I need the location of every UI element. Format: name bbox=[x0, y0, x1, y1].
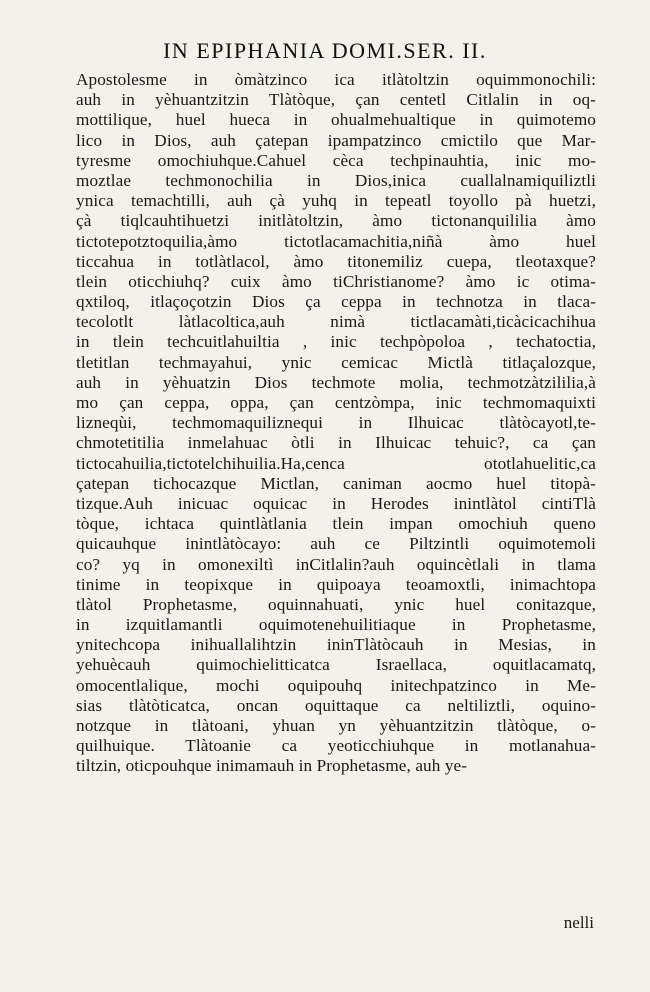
text-line: ticcahua in totlàtlacol, àmo titonemiliz cuepa, tleotaxque? bbox=[76, 251, 596, 271]
text-line: tlàtol Prophetasme, oquinnahuati, ynic huel conitazque, bbox=[76, 594, 596, 614]
text-line: lico in Dios, auh çatepan ipampatzinco cmictilo que Mar- bbox=[76, 130, 596, 150]
text-line: moztlae techmonochilia in Dios,inica cuallalnamiquiliztli bbox=[76, 170, 596, 190]
text-line: auh in yèhuantzitzin Tlàtòque, çan centetl Citlalin in oq- bbox=[76, 90, 596, 110]
text-line: çatepan tichocazque Mictlan, caniman aocmo huel titopà- bbox=[76, 473, 596, 493]
body-text bbox=[76, 70, 596, 777]
text-line: tiltzin, oticpouhque inimamauh in Prophetasme, auh ye- bbox=[76, 756, 468, 776]
text-line: ynitechcopa inihuallalihtzin ininTlàtòcauh in Mesias, in bbox=[76, 635, 596, 655]
text-line: tictocahuilia,tictotelchihuilia.Ha,cenca ototlahuelitic,ca bbox=[76, 453, 596, 473]
text-line: quilhuique. Tlàtoanie ca yeoticchiuhque in motlanahua- bbox=[76, 736, 596, 756]
text-line: tizque.Auh inicuac oquicac in Herodes inintlàtol cintiTlà bbox=[76, 493, 596, 513]
text-line: lizneqùi, techmomaquiliznequi in Ilhuicac tlàtòcayotl,te- bbox=[76, 413, 596, 433]
text-line: tecolotlt làtlacoltica,auh nimà tictlacamàti,ticàcicachihua bbox=[76, 312, 596, 332]
catchword: nelli bbox=[563, 913, 594, 932]
text-line: omocentlalique, mochi oquipouhq initechpatzinco in Me- bbox=[76, 675, 596, 695]
text-line: yehuècauh quimochielitticatca Israellaca, oquitlacamatq, bbox=[76, 655, 596, 675]
text-line: tictotepotztoquilia,àmo tictotlacamachitia,niñà àmo huel bbox=[76, 231, 596, 251]
text-line: Apostolesme in òmàtzinco ica itlàtoltzin oquimmonochili: bbox=[76, 70, 596, 89]
text-line: qxtiloq, itlaçoçotzin Dios ça ceppa in technotza in tlaca- bbox=[76, 292, 596, 312]
text-line: çà tiqlcauhtihuetzi initlàtoltzin, àmo tictonanquililia àmo bbox=[76, 211, 596, 231]
text-line: co? yq in omonexiltì inCitlalin?auh oquincètlali in tlama bbox=[76, 554, 596, 574]
text-line: tyresme omochiuhque.Cahuel cèca techpinauhtia, inic mo- bbox=[76, 150, 596, 170]
text-line: tletitlan techmayahui, ynic cemicac Mictlà titlaçalozque, bbox=[76, 352, 596, 372]
text-line: tlein oticchiuhq? cuix àmo tiChristianome? àmo ic otima- bbox=[76, 271, 596, 291]
running-head: IN EPIPHANIA DOMI.SER. II. bbox=[163, 38, 487, 63]
text-line: mo çan ceppa, oppa, çan centzòmpa, inic techmomaquixti bbox=[76, 393, 596, 412]
text-line: tòque, ichtaca quintlàtlania tlein impan omochiuh queno bbox=[76, 514, 596, 534]
text-line: auh in yèhuatzin Dios techmote molia, techmotzàtzililia,à bbox=[76, 372, 596, 392]
text-line: in tlein techcuitlahuiltia , inic techpòpoloa , techatoctia, bbox=[76, 332, 596, 352]
text-line: tinime in teopixque in quipoaya teoamoxtli, inimachtopa bbox=[76, 574, 596, 594]
text-line: quicauhque inintlàtòcayo: auh ce Piltzintli oquimotemoli bbox=[76, 534, 596, 554]
text-line: chmotetitilia inmelahuac òtli in Ilhuicac tehuic?, ca çan bbox=[76, 433, 596, 453]
text-line: notzque in tlàtoani, yhuan yn yèhuantzitzin tlàtòque, o- bbox=[76, 716, 596, 735]
text-line: in izquitlamantli oquimotenehuilitiaque in Prophetasme, bbox=[76, 615, 596, 635]
text-line: mottilique, huel hueca in ohualmehualtique in quimotemo bbox=[76, 110, 596, 130]
text-line: sias tlàtòticatca, oncan oquittaque ca neltiliztli, oquino- bbox=[76, 695, 596, 715]
text-line: ynica temachtilli, auh çà yuhq in tepeatl toyollo pà huetzi, bbox=[76, 191, 596, 211]
